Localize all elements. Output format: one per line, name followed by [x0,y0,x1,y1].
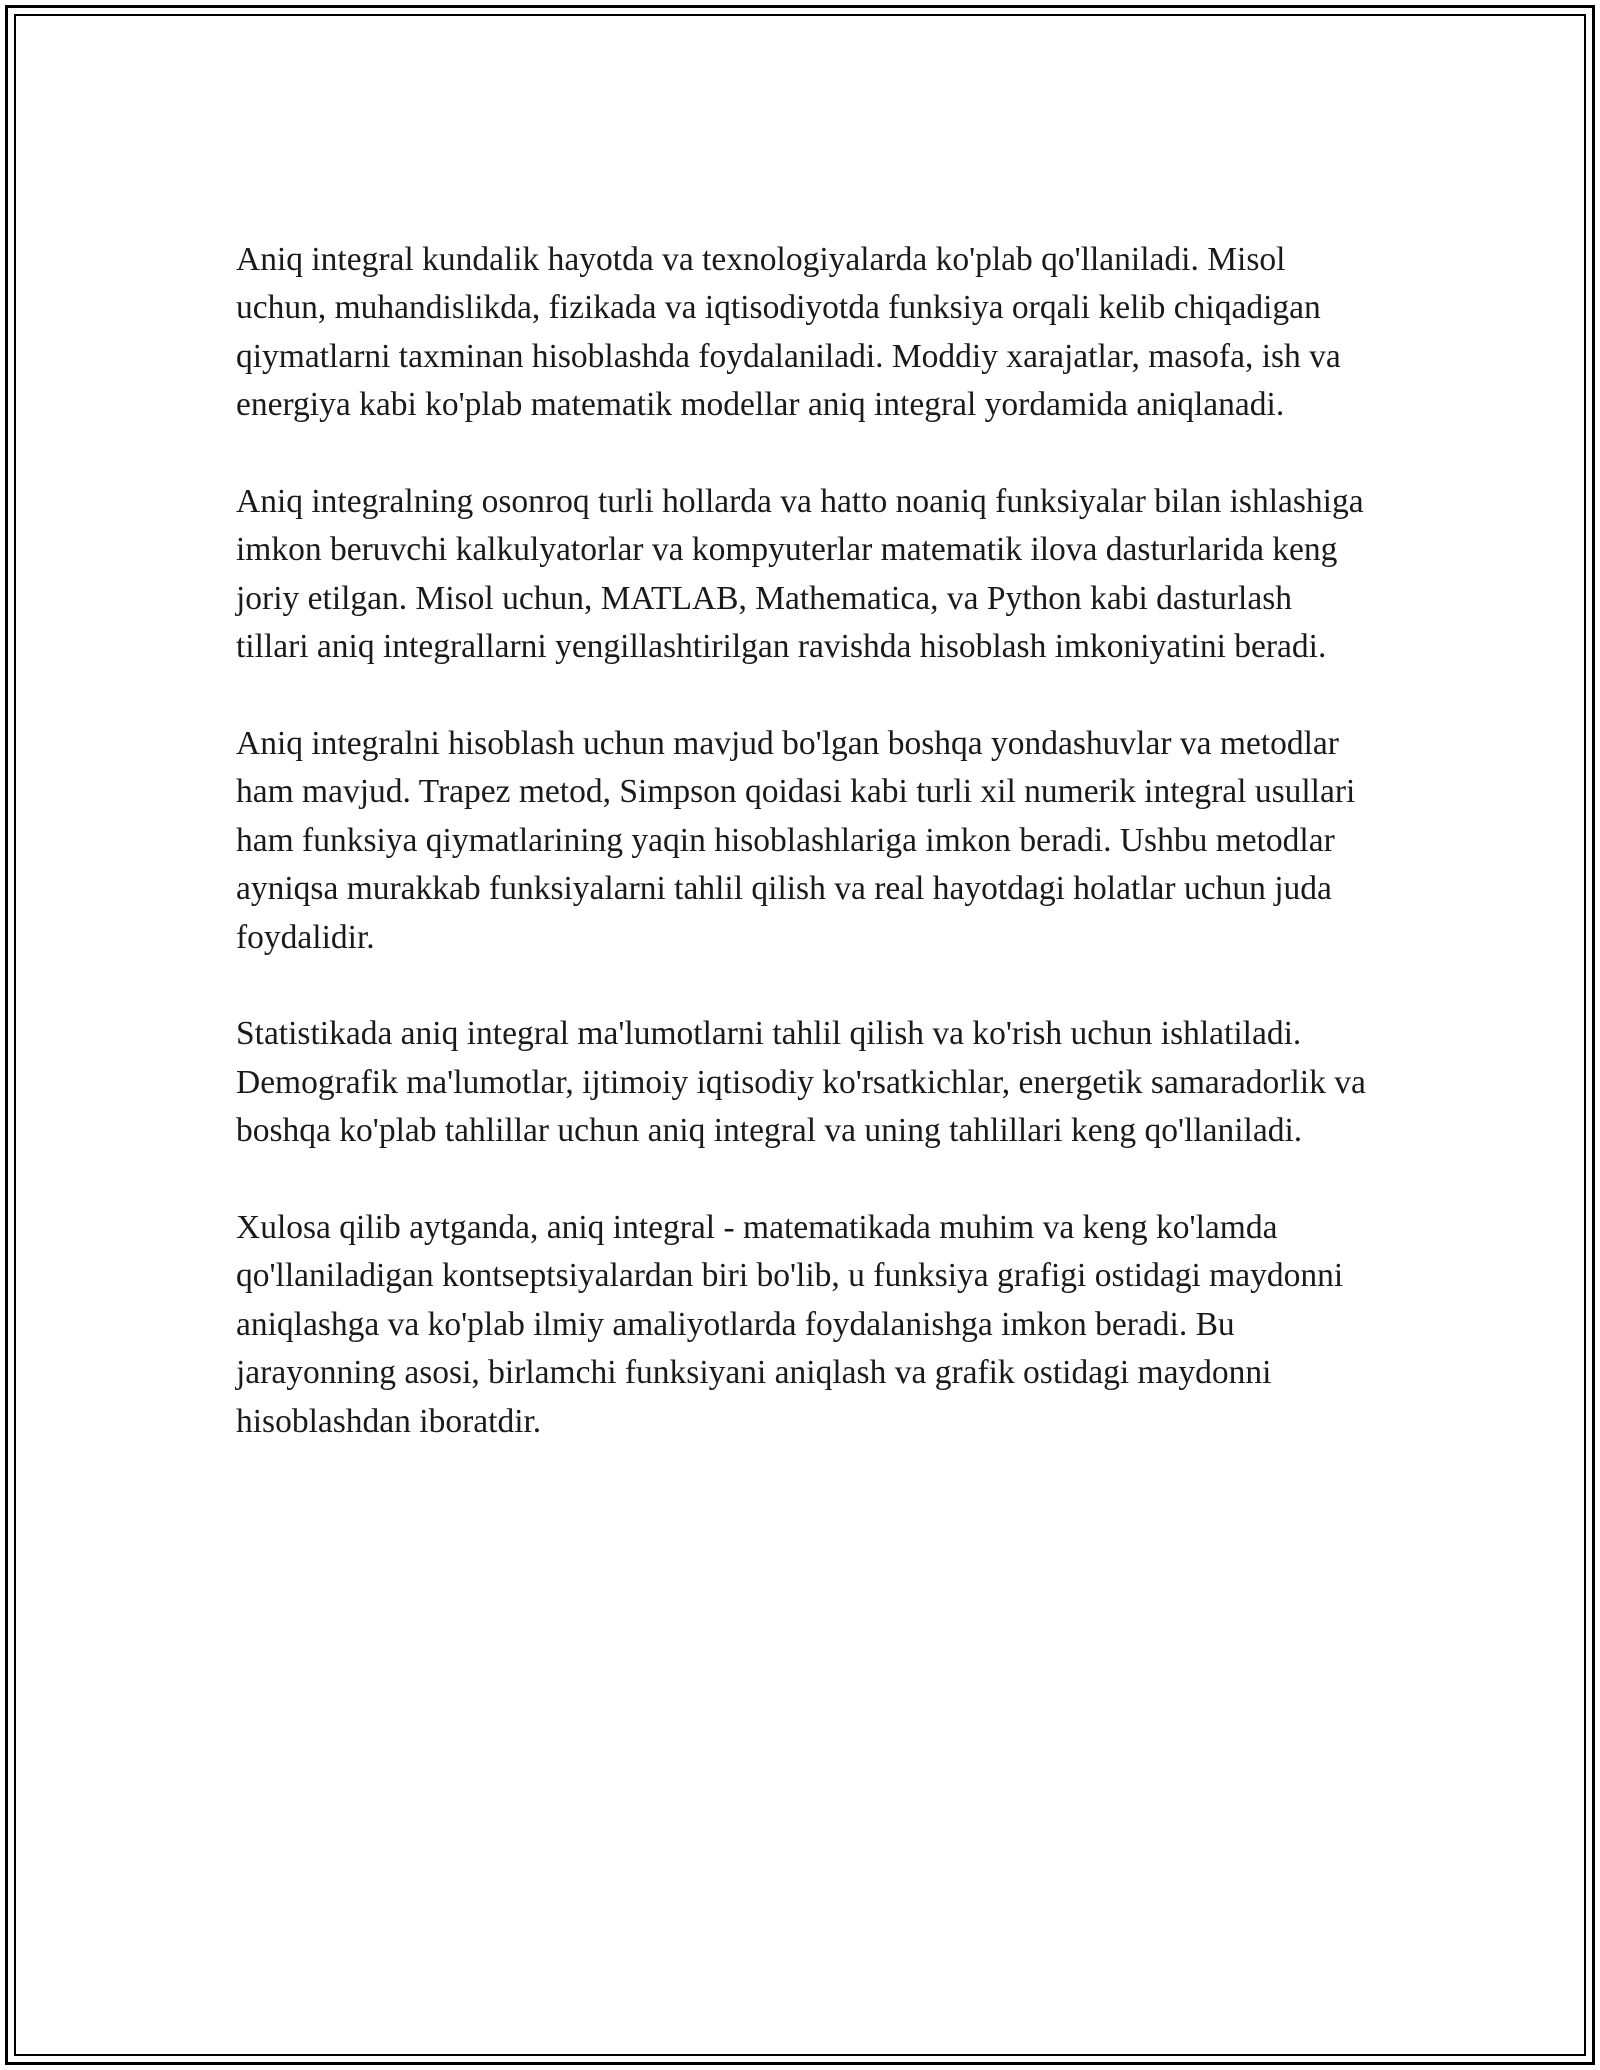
paragraph-3: Aniq integralni hisoblash uchun mavjud bo'lgan boshqa yondashuvlar va metodlar ham mavjud. Trapez metod, Simpson qoidasi kabi turli xil numerik integral usullari ham funksiya qiymatlarining yaqin hisoblashlariga imkon beradi. Ushbu metodlar ayniqsa murakkab funksiyalarni tahlil qilish va real hayotdagi holatlar uchun juda foydalidir. [236,725,1356,956]
paragraph-5: Xulosa qilib aytganda, aniq integral - matematikada muhim va keng ko'lamda qo'llaniladigan kontseptsiyalardan biri bo'lib, u funksiya grafigi ostidagi maydonni aniqlashga va ko'plab ilmiy amaliyotlarda foydalanishga imkon beradi. Bu jarayonning asosi, birlamchi funksiyani aniqlash va grafik ostidagi maydonni hisoblashdan iboratdir. [236,1209,1344,1440]
paragraph-2: Aniq integralning osonroq turli hollarda va hatto noaniq funksiyalar bilan ishlashiga imkon beruvchi kalkulyatorlar va kompyuterlar matematik ilova dasturlarida keng joriy etilgan. Misol uchun, MATLAB, Mathematica, va Python kabi dasturlash tillari aniq integrallarni yengillashtirilgan ravishda hisoblash imkoniyatini beradi. [236,483,1364,666]
document-body [236,236,1366,1446]
paragraph-1: Aniq integral kundalik hayotda va texnologiyalarda ko'plab qo'llaniladi. Misol uchun, muhandislikda, fizikada va iqtisodiyotda funksiya orqali kelib chiqadigan qiymatlarni taxminan hisoblashda foydalaniladi. Moddiy xarajatlar, masofa, ish va energiya kabi ko'plab matematik modellar aniq integral yordamida aniqlanadi. [236,241,1341,424]
paragraph-4: Statistikada aniq integral ma'lumotlarni tahlil qilish va ko'rish uchun ishlatiladi. Demografik ma'lumotlar, ijtimoiy iqtisodiy ko'rsatkichlar, energetik samaradorlik va boshqa ko'plab tahlillar uchun aniq integral va uning tahlillari keng qo'llaniladi. [236,1015,1366,1150]
